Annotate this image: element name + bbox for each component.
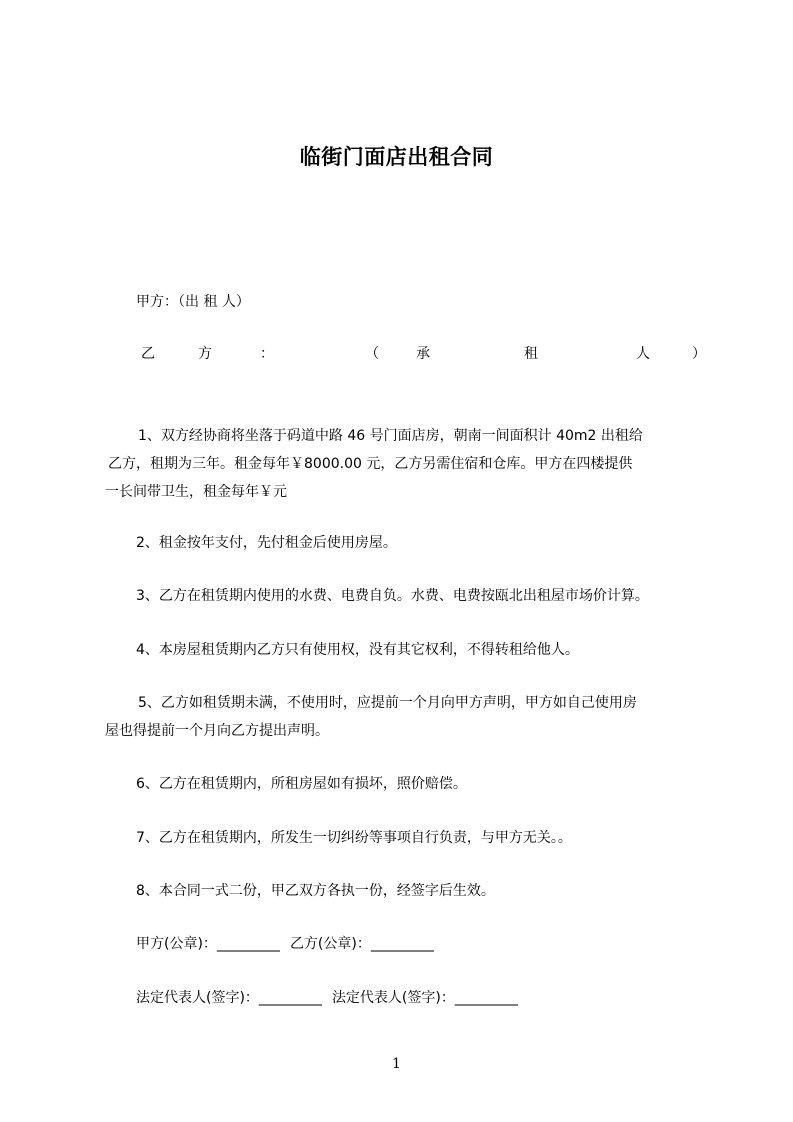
party-b-seal-field: 乙方(公章)：_________ — [289, 936, 434, 952]
document-title: 临街门面店出租合同 — [299, 145, 494, 169]
clause-5-line-2: 屋也得提前一个月向乙方提出声明。 — [105, 723, 329, 739]
clause-4: 4、本房屋租赁期内乙方只有使用权，没有其它权利，不得转租给他人。 — [136, 642, 579, 658]
party-a-line: 甲方：（出 租 人） — [136, 294, 250, 310]
clause-8: 8、本合同一式二份，甲乙双方各执一份，经签字后生效。 — [136, 883, 495, 899]
party-b-char: 乙 — [141, 346, 155, 362]
party-b-char: 承 — [416, 346, 430, 362]
clause-2: 2、租金按年支付，先付租金后使用房屋。 — [136, 535, 397, 551]
seal-signature-line — [136, 933, 434, 953]
party-b-char: ： — [260, 346, 274, 362]
clause-1-line-1: 1、双方经协商将坐落于码道中路 46 号门面店房，朝南一间面积计 40m2 出租给 — [138, 428, 643, 444]
party-b-char: （ — [365, 346, 379, 362]
party-b-char: 方 — [198, 346, 212, 362]
party-b-rep-field: 法定代表人(签字)：_________ — [331, 990, 518, 1006]
party-a-rep-field: 法定代表人(签字)：_________ — [136, 990, 322, 1006]
party-b-char: 租 — [524, 346, 538, 362]
clause-1-line-3: 一长间带卫生，租金每年￥元 — [105, 484, 287, 500]
clause-6: 6、乙方在租赁期内，所租房屋如有损坏，照价赔偿。 — [136, 776, 467, 792]
party-b-char: 人 — [636, 346, 650, 362]
clause-7: 7、乙方在租赁期内，所发生一切纠纷等事项自行负责，与甲方无关。。 — [136, 830, 572, 846]
representative-signature-line — [136, 987, 518, 1007]
party-b-line — [136, 343, 706, 365]
party-b-char: ） — [692, 346, 706, 362]
page-number: 1 — [392, 1056, 401, 1072]
party-a-seal-field: 甲方(公章)：_________ — [136, 936, 280, 952]
clause-3: 3、乙方在租赁期内使用的水费、电费自负。水费、电费按瓯北出租屋市场价计算。 — [136, 588, 649, 604]
clause-5-line-1: 5、乙方如租赁期未满，不使用时，应提前一个月向甲方声明，甲方如自己使用房 — [138, 695, 637, 711]
clause-1-line-2: 乙方，租期为三年。租金每年￥8000.00 元，乙方另需住宿和仓库。甲方在四楼提供 — [108, 456, 633, 472]
